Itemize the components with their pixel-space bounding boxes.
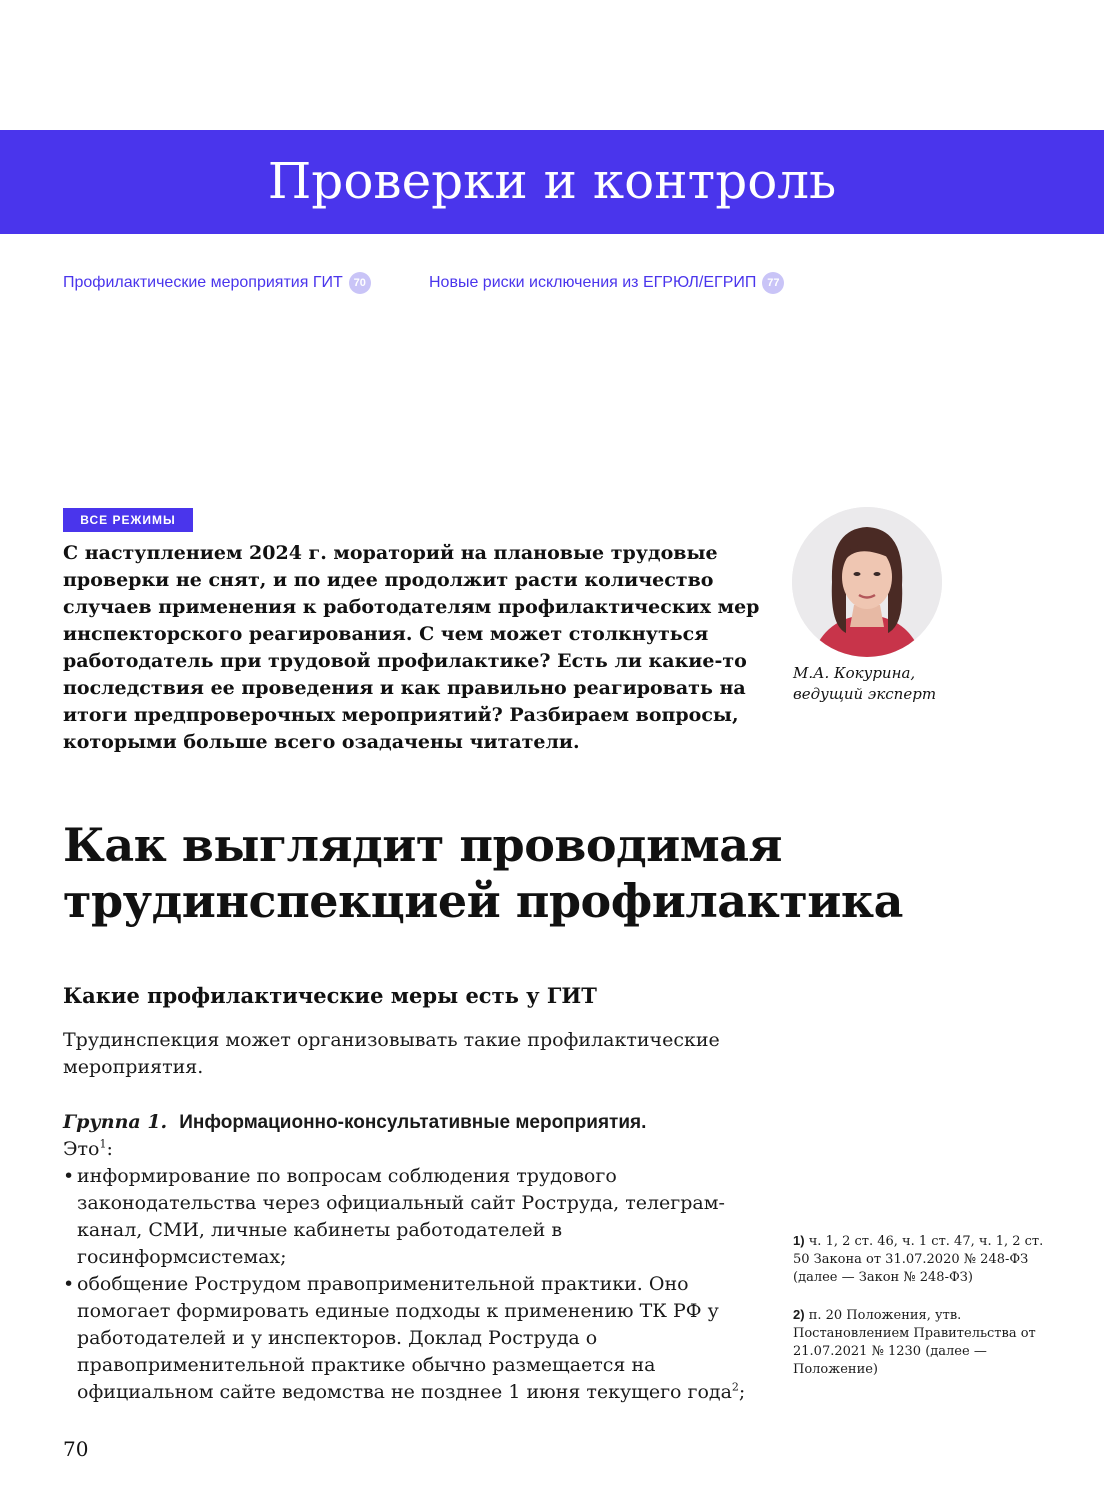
intro-paragraph: Трудинспекция может организовывать такие профилактические мероприятия. bbox=[63, 1029, 720, 1078]
author-name: М.А. Кокурина, bbox=[793, 664, 916, 682]
related-link-prevention[interactable] bbox=[63, 272, 371, 294]
group-1-paragraph bbox=[63, 1109, 753, 1163]
footnote-ref[interactable]: 1 bbox=[99, 1137, 107, 1151]
related-link-label: Профилактические мероприятия ГИТ bbox=[63, 274, 343, 291]
author-portrait-icon bbox=[792, 507, 942, 657]
colon: : bbox=[106, 1138, 113, 1160]
footnote-text: ч. 1, 2 ст. 46, ч. 1 ст. 47, ч. 1, 2 ст. 50 Закона от 31.07.2020 № 248-ФЗ (далее — Закон № 248-ФЗ) bbox=[793, 1234, 1044, 1285]
page-ref-badge: 77 bbox=[762, 272, 784, 294]
page-number: 70 bbox=[63, 1437, 89, 1461]
footnote-number: 2) bbox=[793, 1307, 805, 1322]
related-link-egrul[interactable] bbox=[429, 272, 784, 294]
group-lead-word: Это bbox=[63, 1138, 100, 1160]
page-ref-badge: 70 bbox=[349, 272, 371, 294]
footnote-number: 1) bbox=[793, 1233, 805, 1248]
footnote-1 bbox=[793, 1232, 1053, 1287]
author-role: ведущий эксперт bbox=[793, 685, 937, 703]
author-caption bbox=[793, 663, 1013, 705]
measures-list bbox=[63, 1163, 753, 1406]
list-item-text: информирование по вопросам соблюдения трудового законодательства через официальный сайт Роструда, телеграм-канал, СМИ, личные кабинеты работодателей в госинформсистемах; bbox=[77, 1165, 725, 1268]
author-photo bbox=[792, 507, 942, 657]
lead-paragraph: С наступлением 2024 г. мораторий на плановые трудовые проверки не снят, и по идее продолжит расти количество случаев применения к работодателям профилактических мер инспекторского реагирования. С чем может столкнуться работодатель при трудовой профилактике? Есть ли какие-то последствия ее проведения и как правильно реагировать на итоги предпроверочных мероприятий? Разбираем вопросы, которыми больше всего озадачены читатели. bbox=[63, 542, 760, 753]
list-item-end: ; bbox=[738, 1381, 746, 1403]
regime-tag: ВСЕ РЕЖИМЫ bbox=[63, 508, 193, 532]
list-item-text: обобщение Рострудом правоприменительной практики. Оно помогает формировать единые подходы к применению ТК РФ у работодателей и у инспекторов. Доклад Роструда о правоприменительной практике обычно размещается на официальном сайте ведомства не позднее 1 июня текущего года bbox=[77, 1273, 732, 1403]
section-title: Проверки и контроль bbox=[267, 152, 837, 210]
footnote-2 bbox=[793, 1306, 1053, 1379]
group-description: Информационно-консультативные мероприятия. bbox=[179, 1112, 647, 1133]
related-link-label: Новые риски исключения из ЕГРЮЛ/ЕГРИП bbox=[429, 274, 757, 291]
group-title: Группа 1. bbox=[63, 1111, 168, 1133]
article-heading: Как выглядит проводимая трудинспекцией профилактика bbox=[63, 818, 903, 928]
footnote-text: п. 20 Положения, утв. Постановлением Правительства от 21.07.2021 № 1230 (далее — Положение) bbox=[793, 1308, 1036, 1377]
list-item bbox=[63, 1163, 753, 1271]
section-subheading: Какие профилактические меры есть у ГИТ bbox=[63, 983, 597, 1008]
section-banner bbox=[0, 130, 1104, 234]
footnote-ref[interactable]: 2 bbox=[731, 1380, 739, 1394]
list-item bbox=[63, 1271, 753, 1406]
